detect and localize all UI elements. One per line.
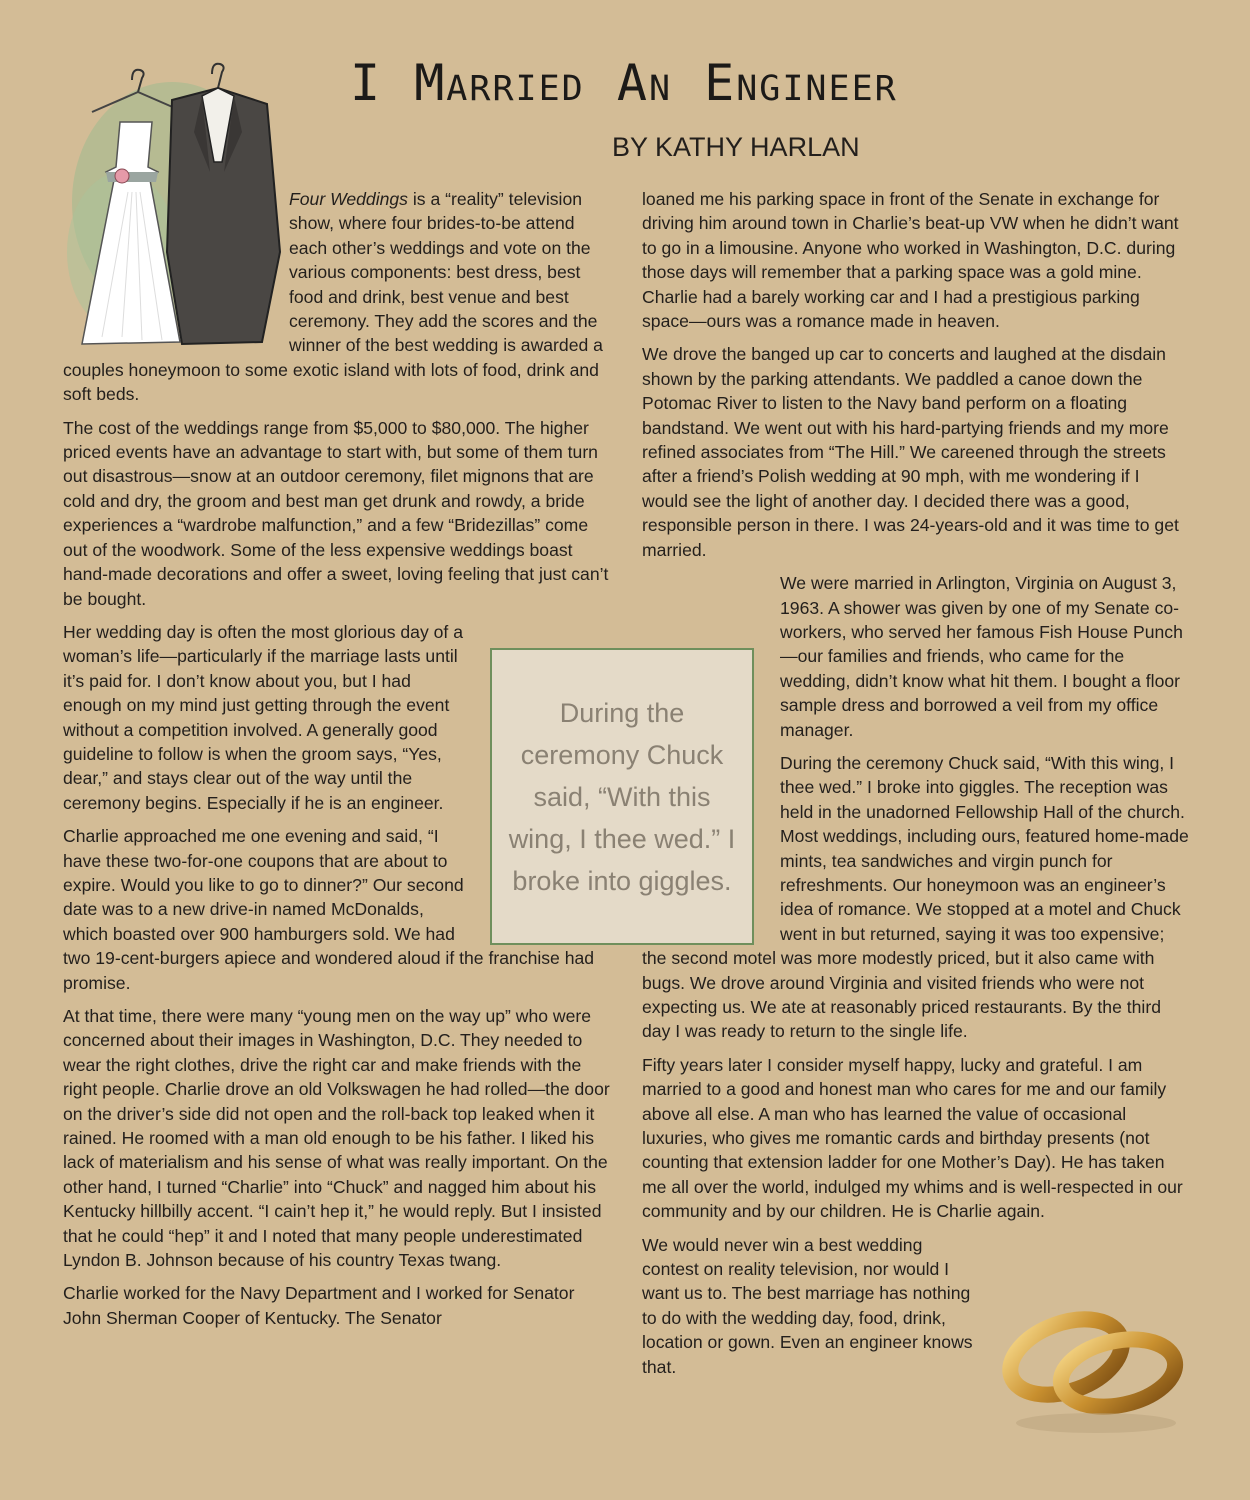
paragraph: Charlie worked for the Navy Department and I worked for Senator John Sherman Cooper of Kentucky. The Senator [63,1283,575,1328]
paragraph: We drove the banged up car to concerts and laughed at the disdain shown by the parking attendants. We paddled a canoe down the Potomac River to listen to the Navy band perform on a floating bandstand. We went out with his hard-partying friends and my more refined associates from “The Hill.” We careened through the streets after a friend’s Polish wedding at 90 mph, with me wondering if I would see the light of another day. I decided there was a good, responsible person in there. I was 24-years-old and it was time to get married. [642,344,1179,560]
paragraph: loaned me his parking space in front of the Senate in exchange for driving him around town in Charlie’s beat-up VW when he didn’t want to go in a limousine. Anyone who worked in Washington, D.C. during those days will remember that a parking space was a gold mine. Charlie had a barely working car and I had a prestigious parking space—ours was a romance made in heaven. [642,189,1179,332]
pull-quote: During the ceremony Chuck said, “With this wing, I thee wed.” I broke into giggles. [490,648,754,945]
paragraph: The cost of the weddings range from $5,000 to $80,000. The higher priced events have an advantage to start with, but some of them turn out disastrous—snow at an outdoor ceremony, filet mignons that are cold and dry, the groom and best man get drunk and rowdy, a bride experiences a “wardrobe malfunction,” and a few “Bridezillas” come out of the woodwork. Some of the less expensive weddings boast hand-made decorations and offer a sweet, loving feeling that just can’t be bought. [63,417,609,609]
left-column [63,187,611,1339]
show-title: Four Weddings [289,189,408,209]
article-title: I Married An Engineer [350,54,898,112]
paragraph-text: We were married in Arlington, Virginia on August 3, 1963. A shower was given by one of my Senate co-workers, who served her famous Fish House Punch—our families and friends, who came for the wedding, didn’t know what hit them. I bought a floor sample dress and borrowed a veil from my office manager. [780,573,1183,740]
paragraph: Charlie approached me one evening and said, “I have these two-for-one coupons that are about to expire. Would you like to go to dinner?” Our second date was to a new drive-in named McDonalds, which boasted over 900 hamburgers sold. We had two 19-cent-burgers apiece and wondered aloud if the franchise had promise. [63,826,595,993]
dress-float-spacer [63,187,289,357]
right-column [642,187,1190,1388]
paragraph: We would never win a best wedding contest on reality television, nor would I want us to. The best marriage has nothing to do with the wedding day, food, drink, location or gown. Even an engineer knows that. [642,1234,973,1377]
paragraph [642,571,1190,742]
pull-quote-float-spacer [642,617,780,937]
pull-quote-float-spacer [471,630,611,926]
paragraph: Her wedding day is often the most glorious day of a woman’s life—particularly if the marriage lasts until it’s paid for. I don’t know about you, but I had enough on my mind just getting through the event without a competition involved. A generally good guideline to follow is when the groom says, “Yes, dear,” and stays clear out of the way until the ceremony begins. Especially if he is an engineer. [63,621,463,813]
paragraph-text: is a “reality” television show, where four brides-to-be attend each other’s weddings and vote on the various components: best dress, best food and drink, best venue and best ceremony. They add the scores and the winner of the best wedding is awarded a couples honeymoon to some exotic island with lots of food, drink and soft beds. [63,189,603,405]
paragraph: At that time, there were many “young men on the way up” who were concerned about their images in Washington, D.C. They needed to wear the right clothes, drive the right car and make friends with the right people. Charlie drove an old Volkswagen he had rolled—the door on the driver’s side did not open and the roll-back top leaked when it rained. He roomed with a man old enough to be his father. I liked his lack of materialism and his sense of what was really important. On the other hand, I turned “Charlie” into “Chuck” and nagged him about his Kentucky hillbilly accent. “I cain’t hep it,” he would reply. But I insisted that he could “hep” it and I noted that many people underestimated Lyndon B. Johnson because of his country Texas twang. [63,1006,610,1271]
paragraph: Fifty years later I consider myself happy, lucky and grateful. I am married to a good and honest man who cares for me and our family above all else. A man who has learned the value of occasional luxuries, who gives me romantic cards and birthday presents (not counting that extension ladder for one Mother’s Day). He has taken me all over the world, indulged my whims and is well-respected in our community and by our children. He is Charlie again. [642,1054,1183,1222]
paragraph: During the ceremony Chuck said, “With this wing, I thee wed.” I broke into giggles. The reception was held in the unadorned Fellowship Hall of the church. Most weddings, including ours, featured home-made mints, tea sandwiches and virgin punch for refreshments. Our honeymoon was an engineer’s idea of romance. We stopped at a motel and Chuck went in but returned, saying it was too expensive; the second motel was more modestly priced, but it also came with bugs. We drove around Virginia and visited friends who were not expecting us. We ate at reasonably priced restaurants. By the third day I was ready to return to the single life. [642,752,1189,1042]
byline: BY KATHY HARLAN [612,132,860,162]
rings-float-spacer [980,1235,1190,1385]
